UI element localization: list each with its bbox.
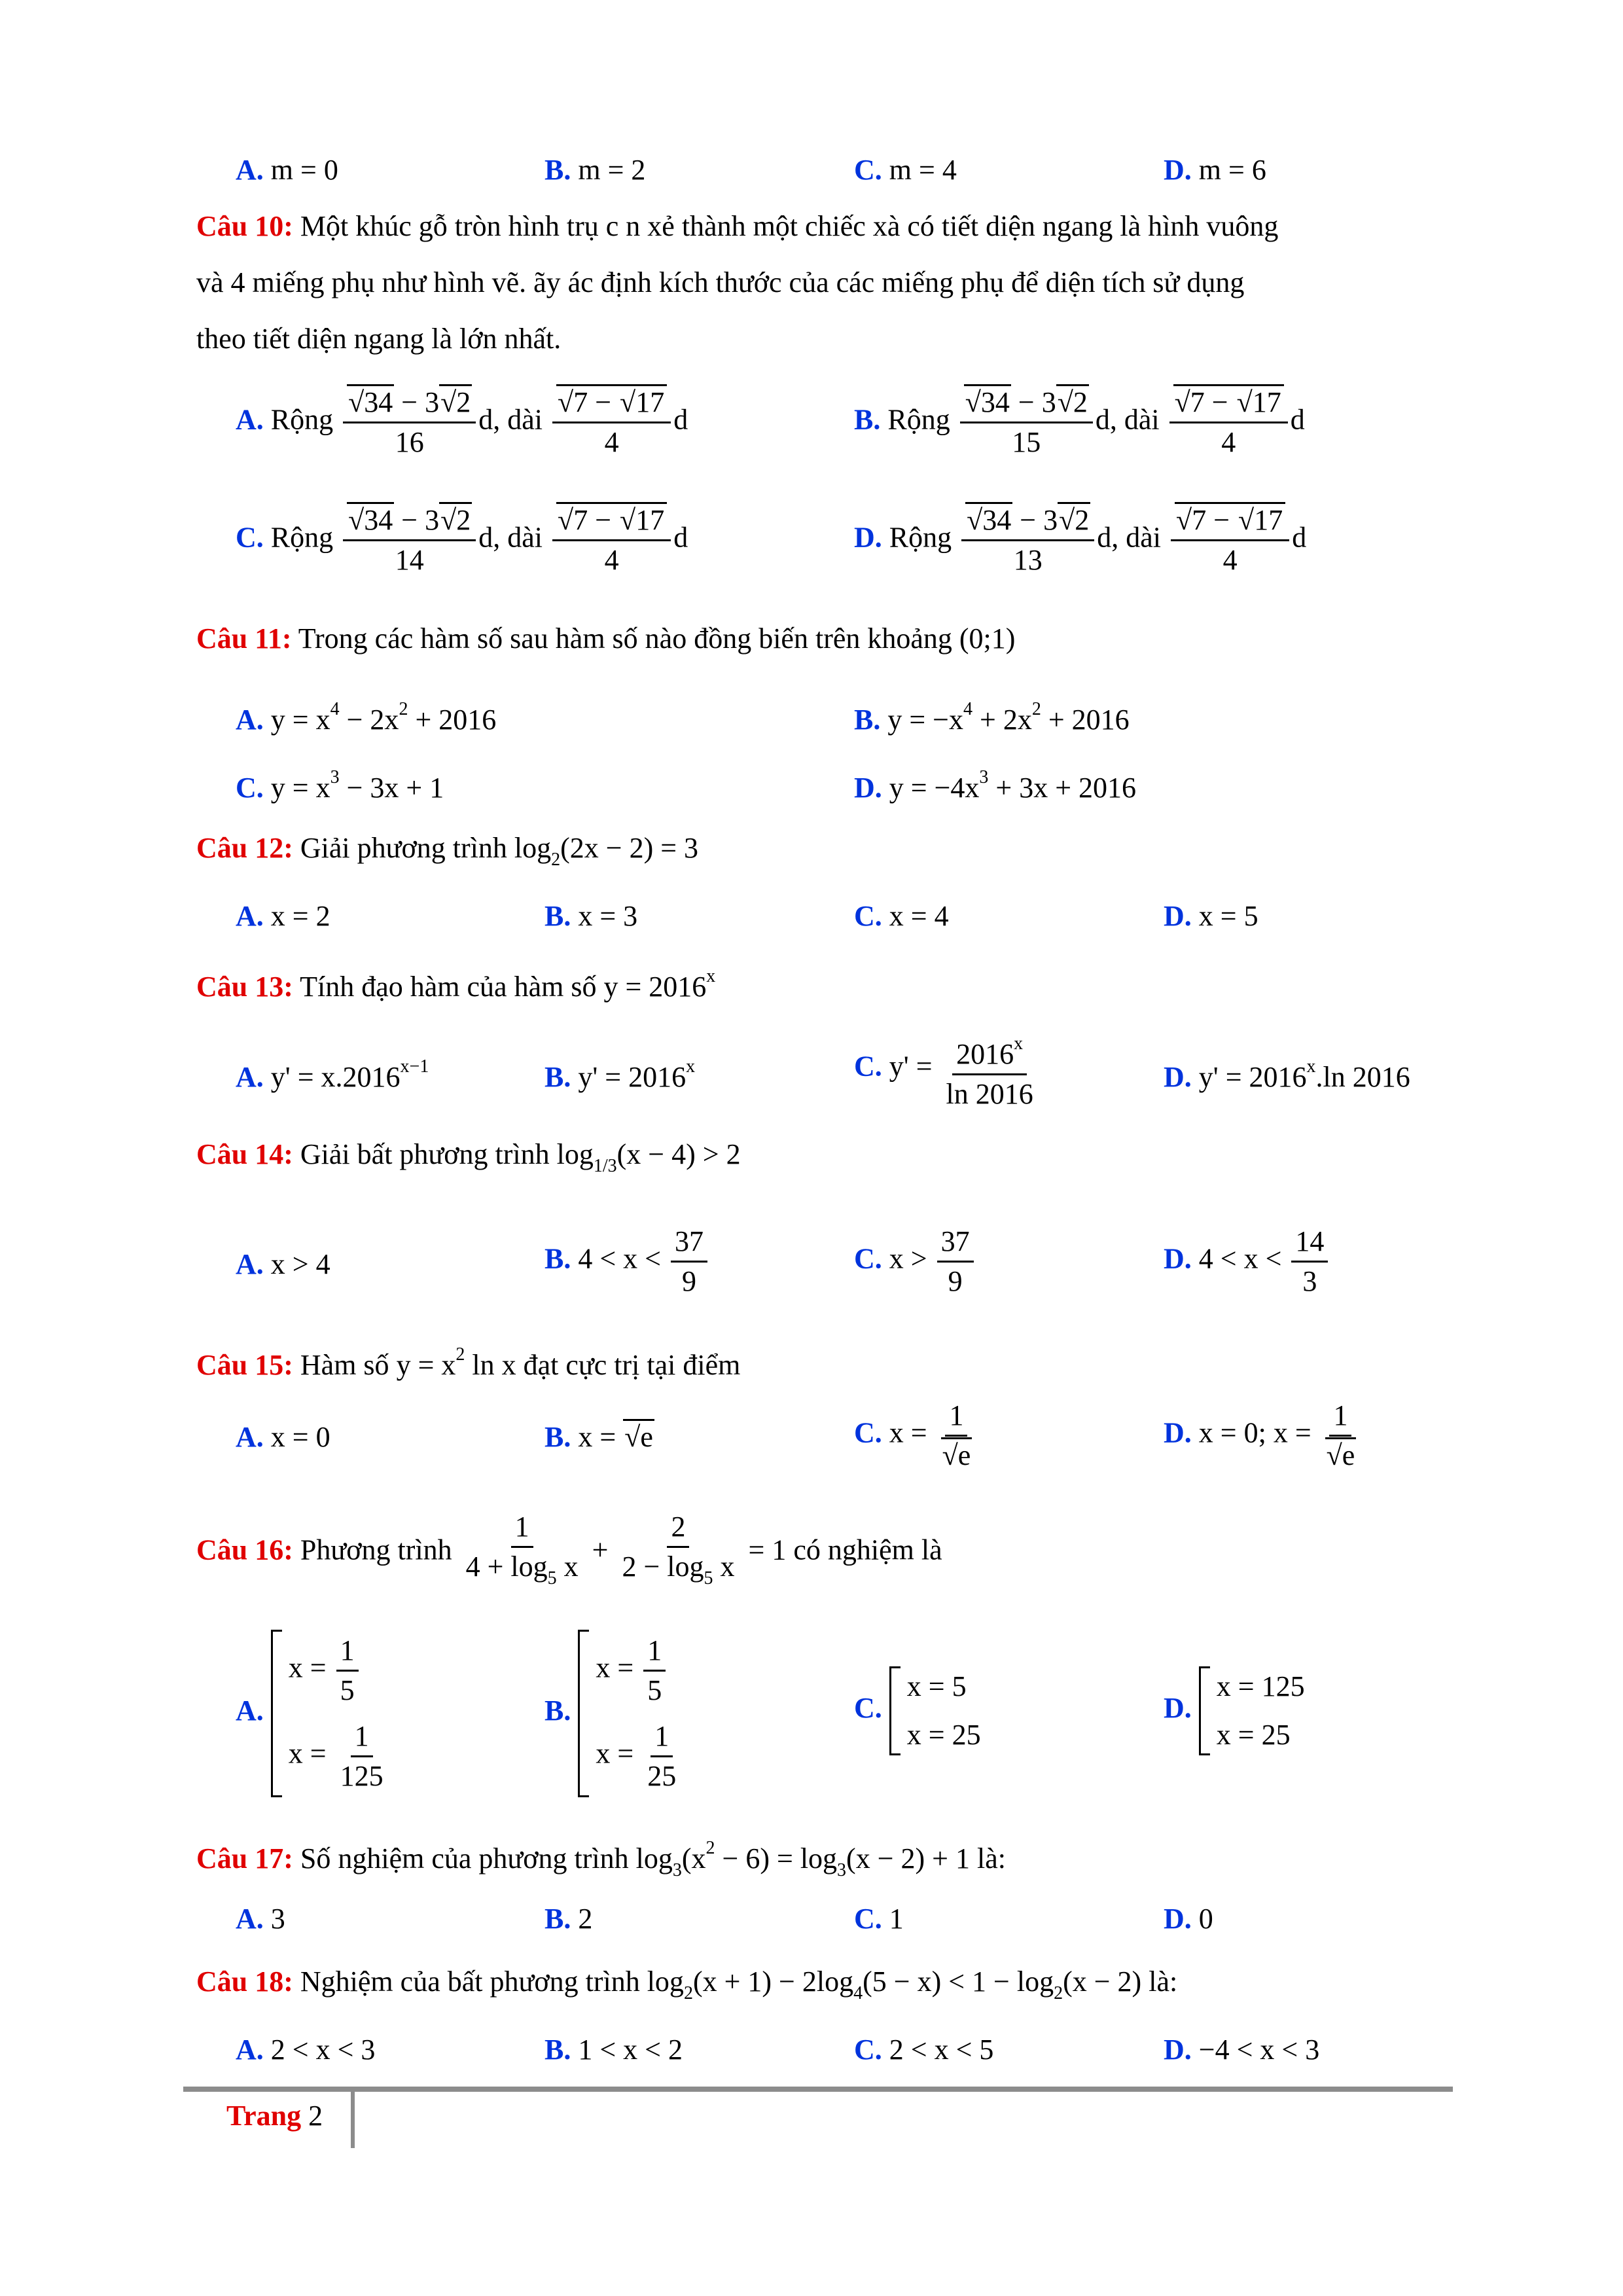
q17-option-a: A. 3 [236, 1903, 285, 1935]
q10-option-c: C. Rộng √ $\frac{34 - 3√ 2}{14}$ d, dài √ $\frac{7 - √ 17}{4}$ d [236, 501, 688, 579]
footer-rule [183, 2087, 1453, 2092]
q17-option-b: B. 2 [544, 1903, 593, 1935]
q10-option-b: B. Rộng √ $\frac{34 - 3√ 2}{15}$ d, dài √ $\frac{7 - √ 17}{4}$ d [854, 384, 1305, 461]
footer-divider [351, 2092, 355, 2148]
q10-option-a: A. Rộng √ $\frac{34 - 3√ 2}{16}$ d, dài √ $\frac{7 - √ 17}{4}$ d [236, 384, 688, 461]
q12-stem: Câu 12: Giải phương trình $\log_2(2x - 2) = 3$ [196, 832, 699, 870]
q17-option-d: D. 0 [1164, 1903, 1213, 1935]
q14-option-a: A. x > 4 [236, 1248, 330, 1280]
q9-option-c: C. m = 4 [854, 154, 957, 186]
q18-option-c: C. 2 < x < 5 [854, 2034, 994, 2066]
q17-option-c: C. 1 [854, 1903, 904, 1935]
q13-option-b: B. $y' = 2016^x$ [544, 1056, 696, 1093]
q10-stem-line1: Câu 10: Một khúc gỗ tròn hình trụ c n xẻ thành một chiếc xà có tiết diện ngang là hình vuông [196, 210, 1279, 242]
q18-option-b: B. 1 < x < 2 [544, 2034, 683, 2066]
q9-option-a: A. m = 0 [236, 154, 338, 186]
q12-option-c: C. x = 4 [854, 900, 949, 932]
q11-option-b: B. $y = -x^4 + 2x^2 + 2016$ [854, 699, 1130, 736]
q16-option-d: D. x = 125 x = 25 [1164, 1666, 1305, 1755]
q13-option-c: C. y' = $\frac{2016^x}{\ln 2016}$ [854, 1025, 1040, 1113]
q10-option-d: D. Rộng √ $\frac{34 - 3√ 2}{13}$ d, dài √ $\frac{7 - √ 17}{4}$ d [854, 501, 1306, 579]
q14-option-d: D. 4 < x < $\frac{14}{3}$ [1164, 1223, 1330, 1300]
q15-option-d: D. x = 0; x = 1 √ e [1164, 1397, 1363, 1475]
q10-stem-line2: và 4 miếng phụ như hình vẽ. ãy ác định kích thước của các miếng phụ để diện tích sử dụng [196, 266, 1245, 298]
q14-option-c: C. x > $\frac{37}{9}$ [854, 1223, 976, 1300]
q13-stem: Câu 13: Tính đạo hàm của hàm số $y = 2016^x$ [196, 966, 716, 1003]
q9-option-b: B. m = 2 [544, 154, 646, 186]
q13-option-a: A. $y' = x.2016^{x-1}$ [236, 1056, 429, 1093]
q12-option-d: D. x = 5 [1164, 900, 1258, 932]
q11-option-c: C. $y = x^3 - 3x + 1$ [236, 767, 444, 804]
q15-stem: Câu 15: Hàm số $y = x^2$ ln x đạt cực trị tại điểm [196, 1344, 741, 1381]
page-number: Trang 2 [226, 2100, 323, 2132]
q17-stem: Câu 17: Số nghiệm của phương trình $\log_3(x^2 - 6) = \log_3(x - 2) + 1$ là: [196, 1838, 1006, 1880]
q13-option-d: D. $y' = 2016^x.\ln$ 2016 [1164, 1056, 1410, 1093]
q11-stem: Câu 11: Trong các hàm số sau hàm số nào đồng biến trên khoảng (0;1) [196, 622, 1016, 655]
q16-option-b: B. x = $\frac{1}{5}$ x = $\frac{1}{25}$ [544, 1630, 683, 1797]
q18-option-d: D. −4 < x < 3 [1164, 2034, 1320, 2066]
q16-option-c: C. x = 5 x = 25 [854, 1666, 981, 1755]
q16-option-a: A. x = $\frac{1}{5}$ x = $\frac{1}{125}$ [236, 1630, 390, 1797]
q18-option-a: A. 2 < x < 3 [236, 2034, 376, 2066]
q14-option-b: B. 4 < x < $\frac{37}{9}$ [544, 1223, 710, 1300]
q12-option-a: A. x = 2 [236, 900, 330, 932]
q9-option-d: D. m = 6 [1164, 154, 1266, 186]
q10-stem-line3: theo tiết diện ngang là lớn nhất. [196, 323, 562, 355]
q11-option-a: A. $y = x^4 - 2x^2 + 2016$ [236, 699, 497, 736]
q15-option-c: C. x = 1 √ e [854, 1397, 978, 1475]
q14-stem: Câu 14: Giải bất phương trình $\log_{1/3}(x - 4) > 2$ [196, 1138, 741, 1176]
q16-stem: Câu 16: Phương trình $\frac{1}{4 + \log_5 x}$ + $\frac{2}{2 - \log_5 x}$ = 1 có nghiệm là [196, 1508, 942, 1598]
q18-stem: Câu 18: Nghiệm của bất phương trình $\log_2(x + 1) - 2\log_4(5 - x) < 1 - \log_2(x - 2)$ là: [196, 1965, 1178, 2003]
q12-option-b: B. x = 3 [544, 900, 638, 932]
q11-option-d: D. $y = -4x^3 + 3x + 2016$ [854, 767, 1137, 804]
q15-option-a: A. x = 0 [236, 1421, 330, 1453]
q15-option-b: B. x = √ e [544, 1419, 654, 1456]
